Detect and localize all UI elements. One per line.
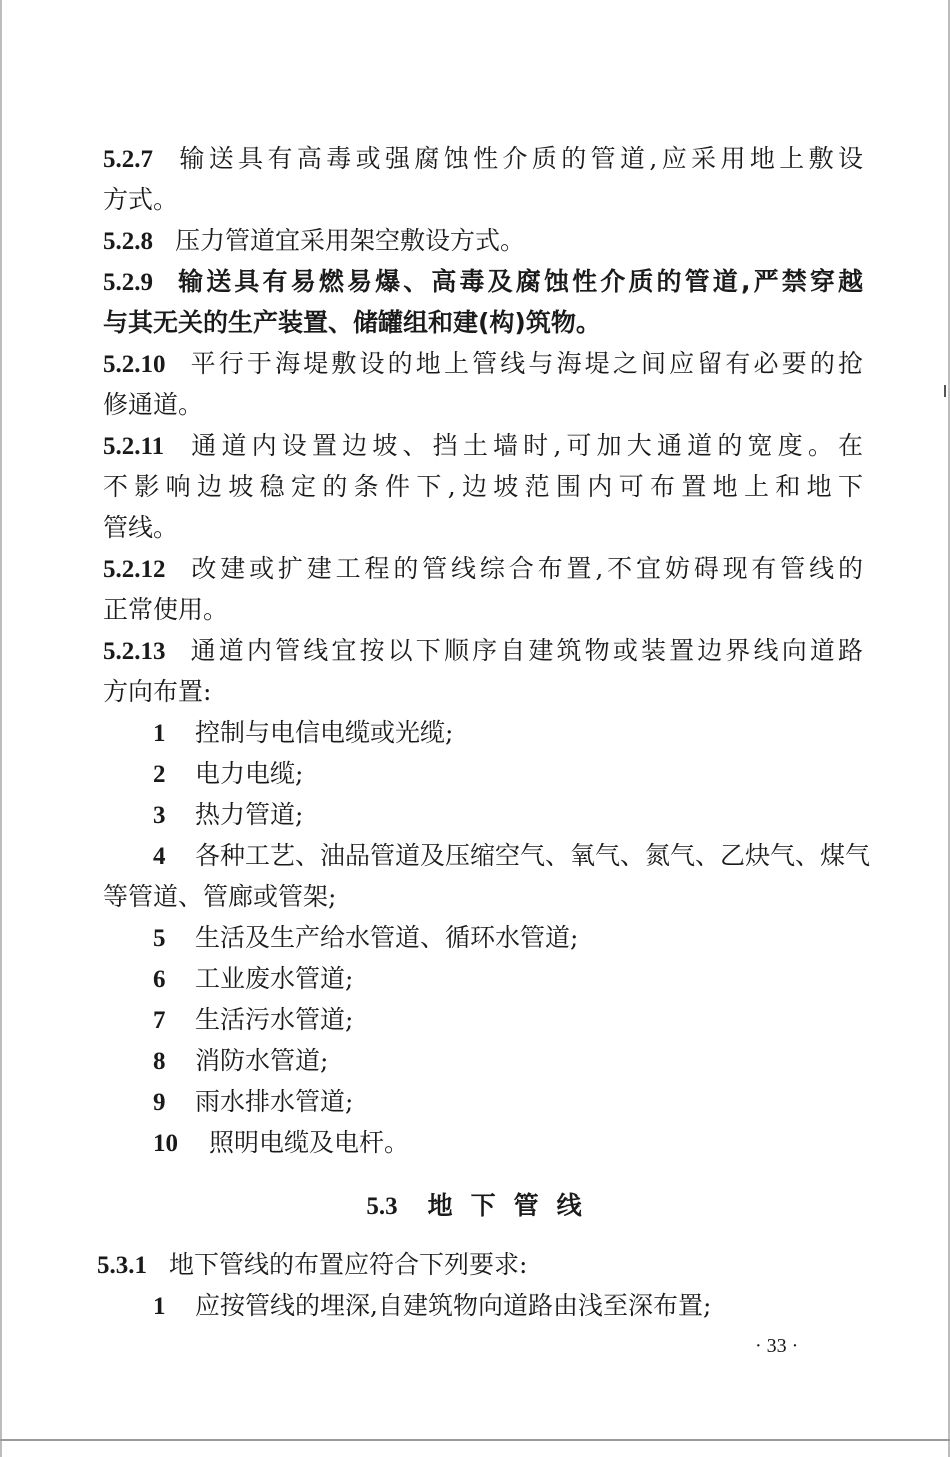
list-item-text: 热力管道; [195, 800, 304, 829]
clause-number: 5.2.12 [103, 556, 166, 583]
list-item-number: 2 [153, 761, 166, 788]
list-item-text: 生活及生产给水管道、循环水管道; [195, 923, 579, 952]
clause-text-cont: 修通道。 [103, 390, 204, 419]
section-heading-number: 5.3 [366, 1193, 398, 1220]
clause-5-3-1 [97, 1244, 863, 1326]
clause-text: 通道内设置边坡、挡土墙时,可加大通道的宽度。在 [186, 431, 863, 460]
list-item-number: 10 [153, 1130, 178, 1157]
list-item-text: 生活污水管道; [195, 1005, 354, 1034]
list-item [103, 917, 863, 958]
list-item-text: 工业废水管道; [195, 964, 354, 993]
list-item [103, 1285, 863, 1326]
list-item-number: 6 [153, 966, 166, 993]
clause-text: 压力管道宜采用架空敷设方式。 [175, 226, 526, 255]
clause-text-cont: 方式。 [103, 185, 179, 214]
list-item-number: 9 [153, 1089, 166, 1116]
clause-5-2-11 [103, 425, 863, 548]
clause-5-2-7 [103, 138, 863, 220]
list-item-number: 1 [153, 1293, 166, 1320]
clause-text-cont: 不影响边坡稳定的条件下,边坡范围内可布置地上和地下 [103, 472, 863, 501]
list-item-text: 应按管线的埋深,自建筑物向道路由浅至深布置; [195, 1291, 712, 1320]
list-item-text: 电力电缆; [195, 759, 304, 788]
clause-text-cont: 管线。 [103, 513, 179, 542]
list-item-number: 7 [153, 1007, 166, 1034]
clause-number: 5.2.11 [103, 433, 165, 460]
list-item [103, 835, 871, 876]
clause-text-cont: 方向布置: [103, 677, 212, 706]
clause-5-2-12 [103, 548, 863, 630]
section-heading [103, 1185, 863, 1226]
clause-number: 5.2.13 [103, 638, 166, 665]
clause-5-2-10 [103, 343, 863, 425]
edge-mark [944, 385, 946, 397]
clause-text: 输送具有易燃易爆、高毒及腐蚀性介质的管道,严禁穿越 [175, 267, 863, 296]
clause-5-2-9 [103, 261, 863, 343]
list-item-text: 各种工艺、油品管道及压缩空气、氧气、氮气、乙炔气、煤气 [195, 841, 871, 870]
list-item-text: 控制与电信电缆或光缆; [195, 718, 454, 747]
page-number: · 33 · [755, 1335, 799, 1357]
page-bottom-border [0, 1439, 950, 1441]
list-item-number: 8 [153, 1048, 166, 1075]
list-item [103, 999, 863, 1040]
clause-number: 5.2.10 [103, 351, 166, 378]
clause-5-2-13 [103, 630, 863, 712]
clause-number: 5.3.1 [97, 1252, 147, 1279]
list-item [103, 1122, 863, 1163]
list-item [103, 958, 863, 999]
clause-text: 地下管线的布置应符合下列要求: [169, 1250, 528, 1279]
clause-text-cont: 与其无关的生产装置、储罐组和建(构)筑物。 [103, 308, 601, 337]
list-item-number: 5 [153, 925, 166, 952]
clause-5-2-8 [103, 220, 863, 261]
list-item-number: 4 [153, 843, 166, 870]
clause-number: 5.2.8 [103, 228, 153, 255]
clause-text: 改建或扩建工程的管线综合布置,不宜妨碍现有管线的 [187, 554, 863, 583]
list-item [103, 794, 863, 835]
section-heading-title: 地下管线 [427, 1191, 600, 1220]
list-item-text: 照明电缆及电杆。 [209, 1128, 410, 1157]
list-item-text: 消防水管道; [195, 1046, 329, 1075]
clause-text: 平行于海堤敷设的地上管线与海堤之间应留有必要的抢 [187, 349, 863, 378]
list-item [103, 712, 863, 753]
list-item-number: 3 [153, 802, 166, 829]
clause-text: 输送具有高毒或强腐蚀性介质的管道,应采用地上敷设 [175, 144, 863, 173]
list-item-cont: 等管道、管廊或管架; [103, 882, 337, 911]
list-item-number: 1 [153, 720, 166, 747]
list-item [103, 753, 863, 794]
clause-text: 通道内管线宜按以下顺序自建筑物或装置边界线向道路 [187, 636, 863, 665]
page-left-border [0, 0, 2, 1457]
order-list [103, 712, 871, 1163]
clause-text-cont: 正常使用。 [103, 595, 229, 624]
list-item-text: 雨水排水管道; [195, 1087, 354, 1116]
clause-number: 5.2.9 [103, 269, 153, 296]
list-item [103, 1081, 863, 1122]
clause-number: 5.2.7 [103, 146, 153, 173]
list-item [103, 1040, 863, 1081]
page-content [97, 138, 871, 1326]
